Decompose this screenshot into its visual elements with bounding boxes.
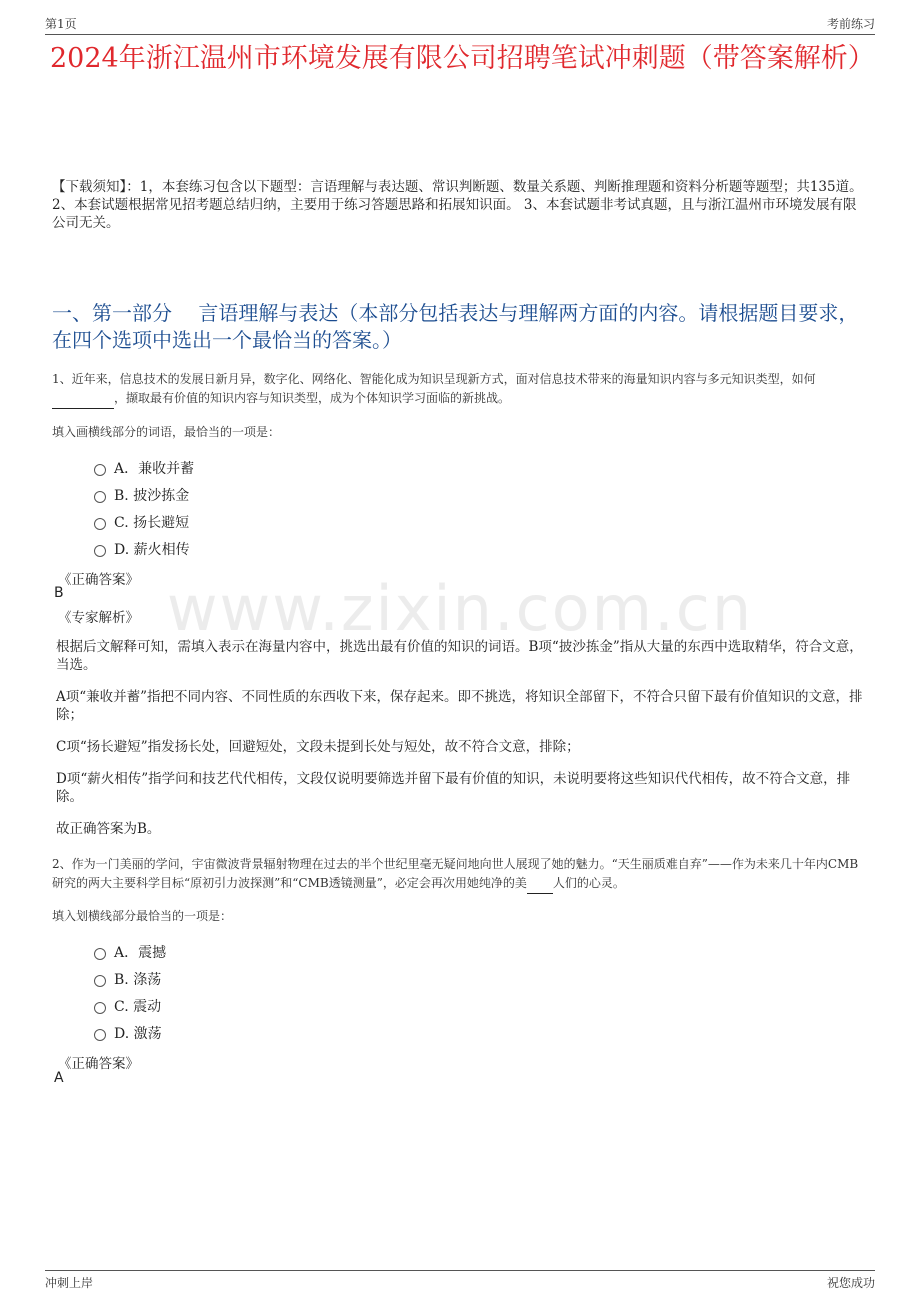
q1-analysis-para: 根据后文解释可知，需填入表示在海量内容中，挑选出最有价值的知识的词语。B项“披沙拣金”指从大量的东西中选取精华，符合文意，当选。 — [56, 639, 863, 673]
q1-option-c[interactable]: C. 扬长避短 — [94, 512, 189, 532]
question-2-prompt: 填入划横线部分最恰当的一项是： — [52, 909, 233, 923]
q1-answer: B — [54, 585, 64, 601]
q2-option-c[interactable]: C. 震动 — [94, 996, 161, 1016]
blank-line — [52, 389, 114, 409]
footer-left: 冲刺上岸 — [45, 1276, 94, 1290]
q2-answer: A — [54, 1070, 64, 1086]
q1-analysis-para: D项“薪火相传”指学问和技艺代代相传，文段仅说明要筛选并留下最有价值的知识，未说明要将这些知识代代相传，故不符合文意，排除。 — [56, 771, 851, 805]
q1-analysis-para: A项“兼收并蓄”指把不同内容、不同性质的东西收下来，保存起来。即不挑选，将知识全部留下，不符合只留下最有价值知识的文意，排除； — [56, 689, 863, 723]
q1-option-d[interactable]: D. 薪火相传 — [94, 539, 190, 559]
q1-analysis-label: 《专家解析》 — [58, 610, 139, 626]
q2-option-d[interactable]: D. 激荡 — [94, 1023, 162, 1043]
radio-icon[interactable] — [94, 948, 106, 960]
download-notice: 【下载须知】：1，本套练习包含以下题型：言语理解与表达题、常识判断题、数量关系题、判断推理题和资料分析题等题型；共135道。 2、本套试题根据常见招考题总结归纳，主要用于练习答题思路和拓展知识面。 3、本套试题非考试真题，且与浙江温州市环境发展有限公司无关。 — [52, 179, 863, 231]
radio-icon[interactable] — [94, 545, 106, 557]
question-2-stem: 2、作为一门美丽的学问，宇宙微波背景辐射物理在过去的半个世纪里毫无疑问地向世人展现了她的魅力。“天生丽质难自弃”——作为未来几十年内CMB研究的两大主要科学目标“原初引力波探测”和“CMB透镜测量”，必定会再次用她纯净的美 人们的心灵。 — [52, 855, 868, 894]
q2-answer-label: 《正确答案》 — [58, 1056, 139, 1072]
page-header — [45, 12, 875, 35]
footer-right: 祝您成功 — [826, 1276, 875, 1290]
page-footer — [45, 1270, 875, 1295]
q2-option-b[interactable]: B. 涤荡 — [94, 969, 161, 989]
radio-icon[interactable] — [94, 464, 106, 476]
radio-icon[interactable] — [94, 518, 106, 530]
q2-option-a[interactable]: A．震撼 — [94, 942, 166, 962]
question-1-stem: 1、近年来，信息技术的发展日新月异，数字化、网络化、智能化成为知识呈现新方式，面对信息技术带来的海量知识内容与多元知识类型，如何 ，撷取最有价值的知识内容与知识类型，成为个体知识学习面临的新挑战。 — [52, 370, 868, 409]
q1-answer-label: 《正确答案》 — [58, 572, 139, 588]
radio-icon[interactable] — [94, 1002, 106, 1014]
header-tag: 考前练习 — [826, 17, 875, 31]
section-heading: 一、第一部分 言语理解与表达（本部分包括表达与理解两方面的内容。请根据题目要求，在四个选项中选出一个最恰当的答案。） — [52, 301, 859, 352]
document-title: 2024年浙江温州市环境发展有限公司招聘笔试冲刺题（带答案解析） — [50, 43, 875, 74]
watermark: www.zixin.com.cn — [166, 572, 754, 645]
q1-option-b[interactable]: B. 披沙拣金 — [94, 485, 189, 505]
q1-analysis-para: C项“扬长避短”指发扬长处，回避短处，文段未提到长处与短处，故不符合文意，排除； — [56, 739, 580, 755]
radio-icon[interactable] — [94, 975, 106, 987]
radio-icon[interactable] — [94, 1029, 106, 1041]
question-1-prompt: 填入画横线部分的词语，最恰当的一项是： — [52, 425, 281, 439]
page-number: 第1页 — [45, 17, 77, 31]
radio-icon[interactable] — [94, 491, 106, 503]
q1-option-a[interactable]: A．兼收并蓄 — [94, 458, 194, 478]
blank-line — [527, 874, 553, 894]
q1-conclusion: 故正确答案为B。 — [56, 821, 161, 837]
